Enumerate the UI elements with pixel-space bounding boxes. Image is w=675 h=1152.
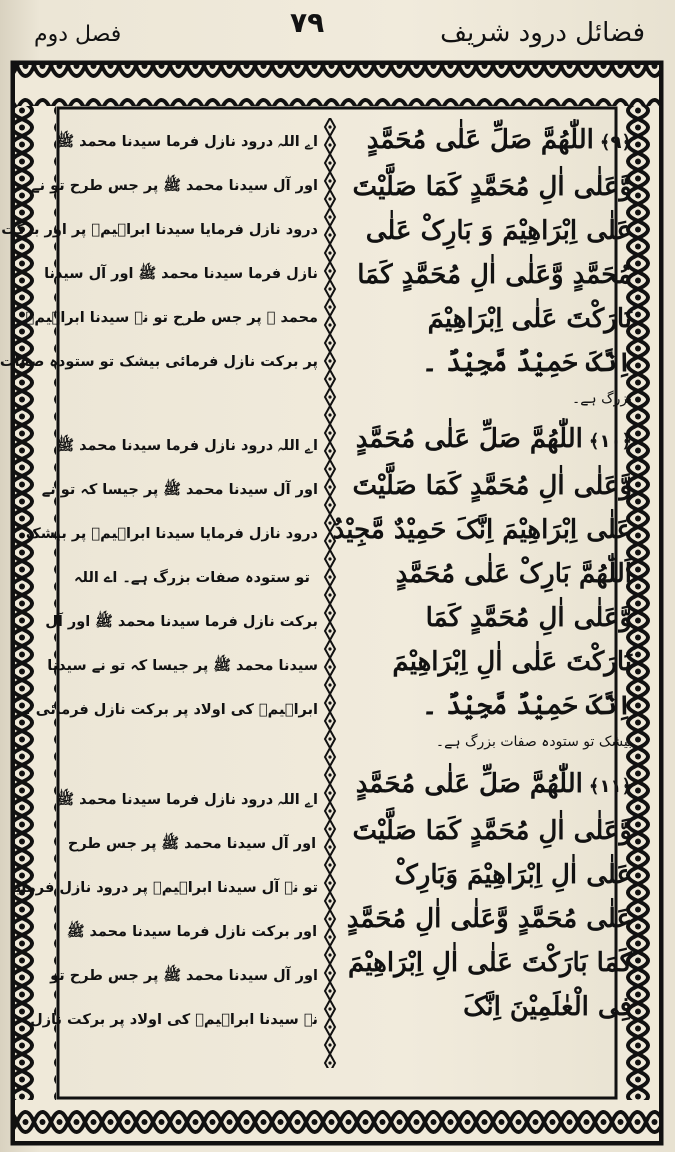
arabic-line: ﴿۱۱﴾اللّٰھُمَّ صَلِّ عَلٰی مُحَمَّدٍ xyxy=(355,769,632,799)
chapter-label: فصل دوم xyxy=(34,22,122,47)
durood-10-arabic xyxy=(332,417,632,756)
durood-11-arabic xyxy=(340,762,632,1029)
durood-10-translation xyxy=(25,424,318,732)
column-divider xyxy=(323,118,337,1068)
book-title: فضائل درود شریف xyxy=(440,18,645,48)
arabic-line: وَّعَلٰی اٰلِ مُحَمَّدٍ کَمَا صَلَّیْتَ xyxy=(352,471,632,501)
urdu-line: نازل فرما سیدنا محمد ﷺ اور آل سیدنا xyxy=(44,266,318,282)
urdu-continuation-note: بیشک تو ستودہ صفات بزرگ ہے۔ xyxy=(435,734,632,750)
urdu-line: پر برکت نازل فرمائی بیشک تو ستودہ صفات xyxy=(0,354,318,370)
urdu-line: سیدنا محمد ﷺ پر جیسا کہ تو نے سیدنا xyxy=(47,658,318,674)
arabic-text-column xyxy=(332,118,632,1078)
urdu-line: اور آل سیدنا محمد ﷺ پر جس طرح تو xyxy=(50,968,318,984)
urdu-line: درود نازل فرمایا سیدنا ابراہیمؑ پر اور برکت xyxy=(1,222,318,238)
urdu-line: تو ستودہ صفات بزرگ ہے۔ اے اللہ xyxy=(74,570,310,586)
urdu-line: اور آل سیدنا محمد ﷺ پر جس طرح تو نے xyxy=(31,178,318,194)
arabic-line: عَلٰی اِبْرَاھِیْمَ وَ بَارِکْ عَلٰی xyxy=(365,216,632,246)
arabic-line: ﴿۹﴾اللّٰھُمَّ صَلِّ عَلٰی مُحَمَّدٍ xyxy=(366,125,632,155)
arabic-line: فِی الْعٰلَمِیْنَ اِنَّکَ xyxy=(463,992,632,1022)
section-number: ﴿۹﴾ xyxy=(599,132,632,153)
urdu-line: اور آل سیدنا محمد ﷺ پر جیسا کہ تو نے xyxy=(41,482,318,498)
arabic-line: مُحَمَّدٍ وَّعَلٰی اٰلِ مُحَمَّدٍ کَمَا xyxy=(357,260,632,290)
durood-9-translation xyxy=(0,118,318,384)
arabic-line: عَلٰی اٰلِ اِبْرَاھِیْمَ وَبَارِکْ xyxy=(394,860,632,890)
urdu-line: ابراہیمؑ کی اولاد پر برکت نازل فرمائی ، xyxy=(25,702,318,718)
urdu-line: اور برکت نازل فرما سیدنا محمد ﷺ xyxy=(66,924,318,940)
urdu-translation-column xyxy=(0,118,318,1078)
arabic-line: وَّعَلٰی اٰلِ مُحَمَّدٍ کَمَا xyxy=(425,603,632,633)
urdu-line: نے سیدنا ابراہیمؑ کی اولاد پر برکت نازل xyxy=(30,1012,318,1028)
arabic-line: ﴿۱۰﴾اللّٰھُمَّ صَلِّ عَلٰی مُحَمَّدٍ xyxy=(355,424,632,454)
arabic-line: بَارَکْتَ عَلٰی اٰلِ اِبْرَاھِیْمَ xyxy=(392,647,632,677)
urdu-line: اے اللہ درود نازل فرما سیدنا محمد ﷺ xyxy=(56,792,318,808)
urdu-continuation-note: بزرگ ہے۔ xyxy=(572,391,632,407)
arabic-line: اِنَّکَ حَمِیْدٌ مَّجِیْدٌ ۔ xyxy=(422,348,632,378)
durood-11-translation xyxy=(10,778,318,1042)
urdu-line: درود نازل فرمایا سیدنا ابراہیمؑ پر بیشک xyxy=(25,526,318,542)
urdu-line: برکت نازل فرما سیدنا محمد ﷺ اور آل xyxy=(45,614,318,630)
arabic-line: اَللّٰھُمَّ بَارِکْ عَلٰی مُحَمَّدٍ xyxy=(395,559,632,589)
arabic-line: بَارَکْتَ عَلٰی اِبْرَاھِیْمَ xyxy=(427,304,632,334)
arabic-line: وَّعَلٰی اٰلِ مُحَمَّدٍ کَمَا صَلَّیْتَ xyxy=(352,816,632,846)
section-number: ﴿۱۰﴾ xyxy=(588,431,632,452)
arabic-line: اِنَّکَ حَمِیْدٌ مَّجِیْدٌ ۔ xyxy=(422,691,632,721)
arabic-line: عَلٰی اِبْرَاھِیْمَ اِنَّکَ حَمِیْدٌ مَّجِیْدٌ xyxy=(332,515,632,545)
durood-9-arabic xyxy=(340,118,632,413)
section-number: ﴿۱۱﴾ xyxy=(588,776,632,797)
arabic-line: کَمَا بَارَکْتَ عَلٰی اٰلِ اِبْرَاھِیْمَ xyxy=(348,948,632,978)
urdu-line: محمد ﷺ پر جس طرح تو نے سیدنا ابراہیمؑ xyxy=(25,310,318,326)
urdu-line: اے اللہ درود نازل فرما سیدنا محمد ﷺ xyxy=(56,438,318,454)
urdu-line: اور آل سیدنا محمد ﷺ پر جس طرح xyxy=(67,836,317,852)
arabic-line: عَلٰی مُحَمَّدٍ وَّعَلٰی اٰلِ مُحَمَّدٍ xyxy=(346,904,632,934)
page-number: ۷۹ xyxy=(290,6,325,39)
urdu-line: تو نے آل سیدنا ابراہیمؑ پر درود نازل فرمایا xyxy=(10,880,318,896)
urdu-line: اے اللہ درود نازل فرما سیدنا محمد ﷺ xyxy=(56,134,318,150)
arabic-line: وَّعَلٰی اٰلِ مُحَمَّدٍ کَمَا صَلَّیْتَ xyxy=(352,172,632,202)
